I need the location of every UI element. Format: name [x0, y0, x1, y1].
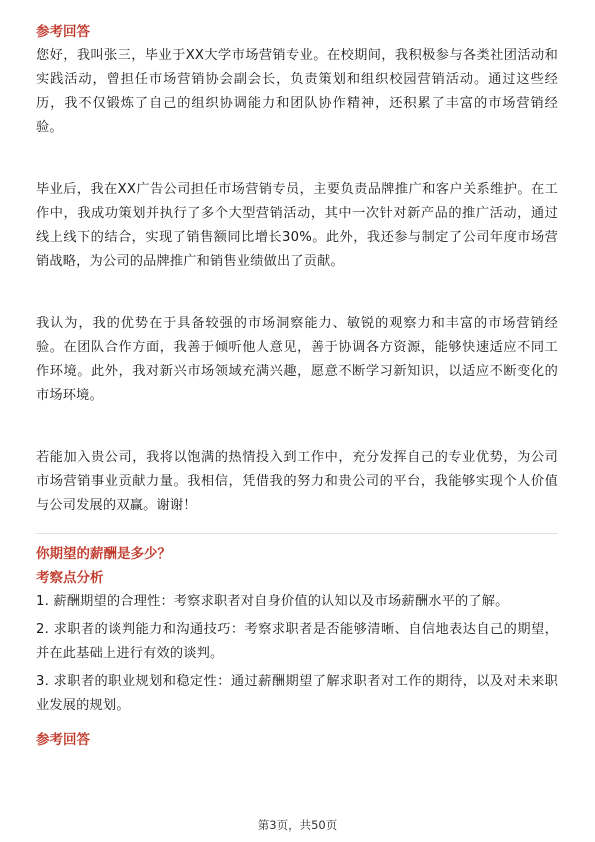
paragraph-gap	[36, 140, 558, 178]
answer-label: 参考回答	[36, 732, 90, 748]
analysis-item: 2. 求职者的谈判能力和沟通技巧：考察求职者是否能够清晰、自信地表达自己的期望，并在此基础上进行有效的谈判。	[36, 622, 558, 661]
answer-paragraph: 您好，我叫张三，毕业于XX大学市场营销专业。在校期间，我积极参与各类社团活动和实践活动，曾担任市场营销协会副会长，负责策划和组织校园营销活动。通过这些经历，我不仅锻炼了自己的组织协调能力和团队协作精神，还积累了丰富的市场营销经验。	[36, 48, 558, 135]
page-footer: 第3页，共50页	[257, 818, 338, 832]
section-divider	[36, 533, 558, 534]
answer-label: 参考回答	[36, 24, 90, 40]
document-page	[36, 20, 558, 752]
answer-paragraph: 毕业后，我在XX广告公司担任市场营销专员，主要负责品牌推广和客户关系维护。在工作中，我成功策划并执行了多个大型营销活动，其中一次针对新产品的推广活动，通过线上线下的结合，实现了销售额同比增长30%。此外，我还参与制定了公司年度市场营销战略，为公司的品牌推广和销售业绩做出了贡献。	[36, 182, 558, 269]
answer-paragraph: 若能加入贵公司，我将以饱满的热情投入到工作中，充分发挥自己的专业优势，为公司市场营销事业贡献力量。我相信，凭借我的努力和贵公司的平台，我能够实现个人价值与公司发展的双赢。谢谢！	[36, 450, 558, 513]
analysis-label: 考察点分析	[36, 570, 104, 586]
question-heading: 你期望的薪酬是多少？	[36, 546, 171, 562]
analysis-item: 1. 薪酬期望的合理性：考察求职者对自身价值的认知以及市场薪酬水平的了解。	[36, 594, 509, 609]
answer-paragraph: 我认为，我的优势在于具备较强的市场洞察能力、敏锐的观察力和丰富的市场营销经验。在团队合作方面，我善于倾听他人意见，善于协调各方资源，能够快速适应不同工作环境。此外，我对新兴市场领域充满兴趣，愿意不断学习新知识，以适应不断变化的市场环境。	[36, 316, 558, 403]
analysis-item: 3. 求职者的职业规划和稳定性：通过薪酬期望了解求职者对工作的期待，以及对未来职业发展的规划。	[36, 674, 558, 713]
paragraph-gap	[36, 408, 558, 446]
paragraph-gap	[36, 274, 558, 312]
